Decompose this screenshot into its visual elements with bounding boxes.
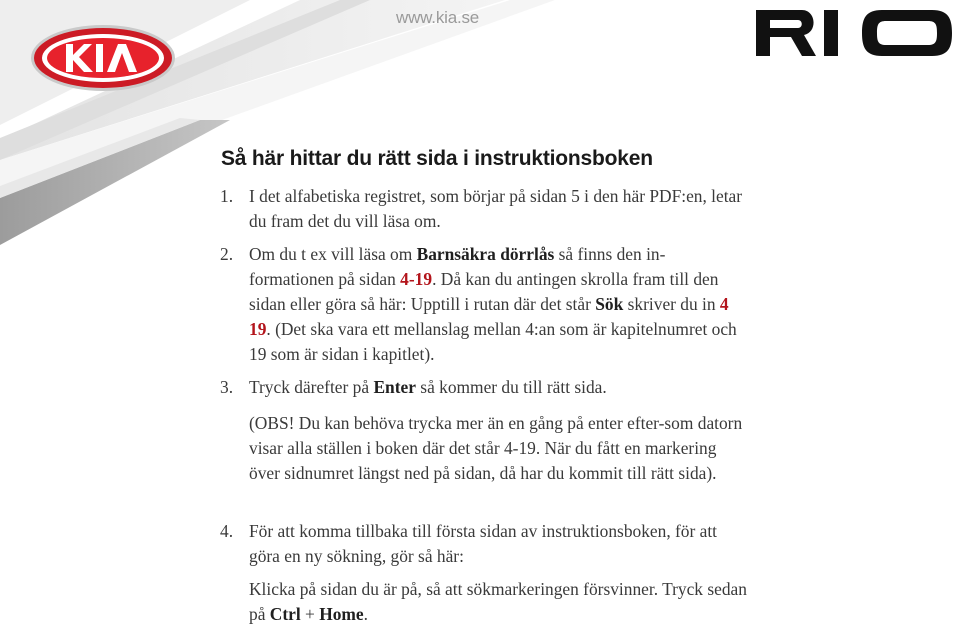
rio-logo	[752, 4, 957, 62]
step-3-text: Tryck därefter på Enter så kommer du till rätt sida.	[249, 377, 607, 397]
step-4-text: För att komma tillbaka till första sidan av instruktionsboken, för att göra en ny sökning, gör så här:	[249, 521, 718, 566]
key-name: Enter	[373, 377, 416, 397]
step-4-instruction: Klicka på sidan du är på, så att sökmarkeringen försvinner. Tryck sedan på Ctrl + Home.	[249, 579, 747, 624]
step-number: 1.	[220, 186, 234, 206]
step-2-text: Om du t ex vill läsa om Barnsäkra dörrlås så finns den in-formationen på sidan 4-19. Då kan du antingen skrolla fram till den sidan eller göra så här: Upptill i rutan där det står Sök skriver du in 4 19. (Det ska vara ett mellanslag mellan 4:an som är kapitelnumret och 19 som är sidan i kapitlet).	[249, 244, 737, 364]
search-term: 4 19	[249, 294, 729, 339]
step-number: 3.	[220, 377, 234, 397]
note-text: (OBS! Du kan behöva trycka mer än en gång på enter efter-som datorn visar alla ställen i boken där det står 4-19. När du fått en markering över sidnumret längst ned på sidan, då har du kommit till rätt sida).	[249, 413, 743, 483]
key-name: Ctrl	[269, 604, 301, 624]
page-title: Så här hittar du rätt sida i instruktionsboken	[221, 147, 653, 170]
key-name: Home	[319, 604, 364, 624]
website-url: www.kia.se	[396, 8, 480, 27]
bold-term: Barnsäkra dörrlås	[416, 244, 555, 264]
step-number: 4.	[220, 521, 234, 541]
bold-term: Sök	[595, 294, 624, 314]
kia-logo	[28, 22, 178, 94]
page-reference: 4-19	[400, 269, 433, 289]
step-number: 2.	[220, 244, 234, 264]
step-1-text: I det alfabetiska registret, som börjar på sidan 5 i den här PDF:en, letar du fram det du vill läsa om.	[249, 186, 743, 231]
